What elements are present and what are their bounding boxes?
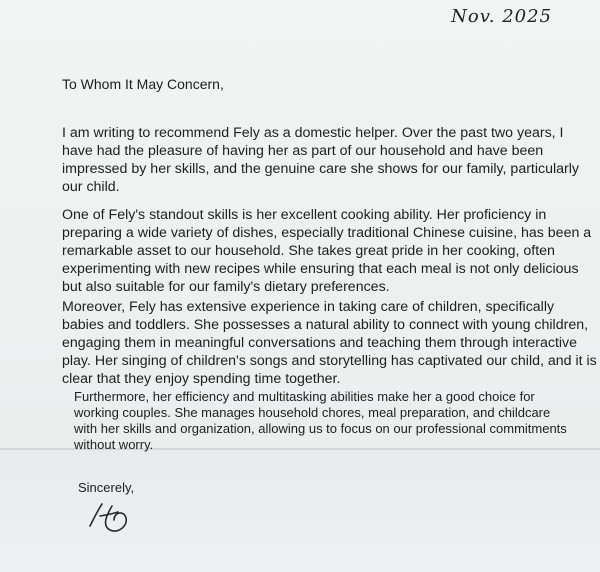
paragraph-childcare: Moreover, Fely has extensive experience in taking care of children, specifically babies and toddlers. She possesses a natural ability to connect with young children, engaging them in meaningful conversations and teaching them through interactive play. Her singing of children's songs and storytelling has captivated our child, and it is clear that they enjoy spending time together. (62, 299, 597, 387)
paragraph-efficiency: Furthermore, her efficiency and multitasking abilities make her a good choice for working couples. She manages household chores, meal preparation, and childcare with her skills and organization, allowing us to focus on our professional commitments without worry. (74, 389, 567, 452)
paragraph-introduction: I am writing to recommend Fely as a domestic helper. Over the past two years, I have had the pleasure of having her as part of our household and have been impressed by her skills, and the genuine care she shows for our family, particularly our child. (62, 125, 580, 195)
paragraph-cooking: One of Fely's standout skills is her excellent cooking ability. Her proficiency in preparing a wide variety of dishes, especially traditional Chinese cuisine, has been a remarkable asset to our household. She takes great pride in her cooking, often experimenting with new recipes while ensuring that each meal is not only delicious but also suitable for our family's dietary preferences. (62, 207, 592, 295)
signature-image (84, 496, 154, 536)
handwritten-date: Nov. 2025 (451, 6, 552, 27)
closing: Sincerely, (78, 480, 135, 495)
salutation: To Whom It May Concern, (62, 76, 224, 92)
